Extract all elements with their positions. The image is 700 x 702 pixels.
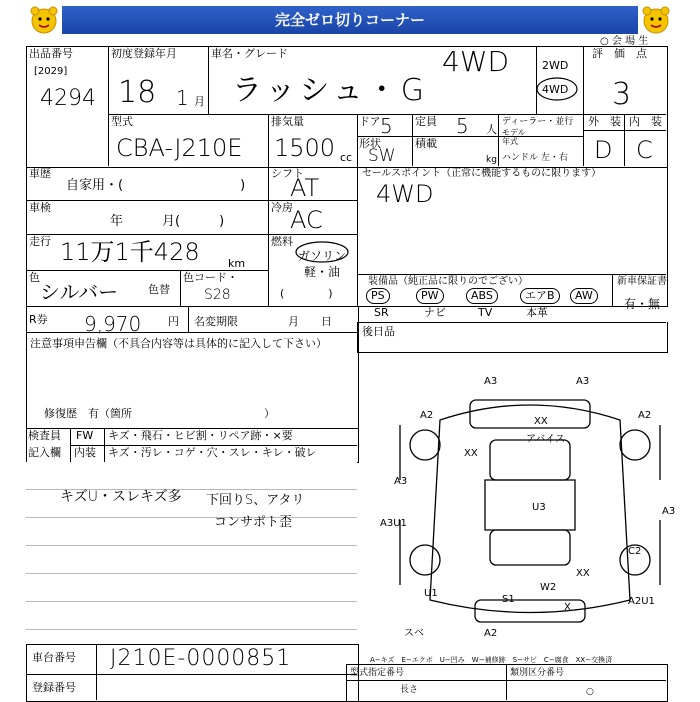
displacement-value: 1500 bbox=[274, 134, 336, 162]
capacity-value: 5 bbox=[456, 114, 469, 138]
chassis-label: 車台番号 bbox=[32, 651, 76, 664]
damage-mark: XX bbox=[576, 568, 590, 579]
equip-item: AW bbox=[570, 288, 598, 304]
damage-mark: W2 bbox=[540, 582, 557, 593]
model-name: ラッシュ・G bbox=[232, 73, 429, 108]
model-label: 車名・グレード bbox=[211, 47, 288, 60]
fuel-options: ガソリン 軽・油 bbox=[298, 249, 347, 279]
lot-label: 出品番号 bbox=[29, 47, 73, 60]
shape-label: 形状 bbox=[359, 137, 381, 150]
damage-mark: A2 bbox=[638, 410, 652, 421]
equip-item: TV bbox=[478, 306, 493, 319]
damage-mark: A3 bbox=[394, 476, 408, 487]
equip-item: ABS bbox=[466, 288, 498, 304]
type-cert-label: 型式指定番号 bbox=[350, 668, 405, 678]
capacity-unit: 人 bbox=[486, 123, 497, 136]
damage-mark: U1 bbox=[424, 588, 438, 599]
dealer-label: ディーラー・並行 bbox=[502, 117, 574, 127]
damage-mark: S1 bbox=[502, 594, 515, 605]
displacement-unit: cc bbox=[340, 151, 353, 164]
damage-mark: A2 bbox=[420, 410, 434, 421]
shaken-value: 年 月( ) bbox=[110, 214, 225, 229]
recycle-value: 9,970 bbox=[84, 312, 142, 336]
ext-label: 外 装 bbox=[588, 115, 621, 128]
recycle-unit: 円 bbox=[168, 315, 179, 328]
equip-item: 本革 bbox=[526, 306, 548, 319]
load-unit: kg bbox=[486, 155, 497, 165]
memo-line1: キズU・スレキズ多 bbox=[60, 489, 182, 505]
recycle-label: R券 bbox=[29, 313, 48, 326]
name-limit-label: 名変期限 bbox=[194, 315, 238, 328]
damage-mark: C2 bbox=[628, 546, 642, 557]
shift-label: シフト bbox=[271, 167, 304, 180]
lot-code: [2029] bbox=[34, 66, 68, 77]
fuel-paren: ( ) bbox=[280, 287, 333, 300]
equip-item: SR bbox=[374, 306, 389, 319]
mascot-left-icon bbox=[28, 4, 60, 36]
first-reg-month: 1 bbox=[176, 86, 189, 110]
banner-title: 完全ゼロ切りコーナー bbox=[274, 11, 425, 29]
equip-label: 装備品（純正品に限りのでござい） bbox=[368, 276, 528, 287]
doors-value: 5 bbox=[380, 114, 393, 138]
damage-mark: A2 bbox=[484, 628, 498, 639]
mileage-label: 走行 bbox=[29, 235, 51, 248]
equip-item: ナビ bbox=[424, 306, 446, 319]
shape-value: SW bbox=[368, 146, 396, 166]
equip-row2 bbox=[362, 306, 612, 322]
type-value: CBA-J210E bbox=[116, 134, 243, 162]
drive-opt-2wd: 2WD bbox=[542, 59, 569, 72]
mileage-value: 11万1千428 bbox=[60, 238, 200, 266]
mascot-right-icon bbox=[640, 4, 672, 36]
month-unit: 月 bbox=[194, 95, 205, 108]
shift-value: AT bbox=[290, 174, 320, 202]
banner bbox=[0, 0, 700, 38]
color-swap-label: 色替 bbox=[148, 283, 170, 296]
reg-extra: ○ bbox=[586, 687, 594, 697]
equip-item: エアB bbox=[520, 288, 560, 304]
score-value: 3 bbox=[612, 77, 632, 112]
damage-mark: A3 bbox=[484, 376, 498, 387]
writer-label: 記入欄 bbox=[28, 446, 61, 459]
capacity-label: 定員 bbox=[415, 115, 437, 128]
handle-label: ハンドル 左・右 bbox=[502, 153, 568, 163]
lot-number: 4294 bbox=[40, 86, 96, 111]
color-code-value: S28 bbox=[204, 287, 231, 303]
int-label: 内 装 bbox=[629, 115, 662, 128]
sales-point-label: セールスポイント（正常に機能するものに限ります） bbox=[362, 168, 602, 179]
displacement-label: 排気量 bbox=[271, 115, 304, 128]
rear-seat-box bbox=[357, 322, 668, 353]
damage-mark: U3 bbox=[532, 502, 546, 513]
first-reg-year: 18 bbox=[118, 75, 157, 110]
equip-row1 bbox=[362, 288, 612, 306]
fw-label: FW bbox=[76, 429, 94, 442]
damage-mark: A3 bbox=[576, 376, 590, 387]
load-label: 積載 bbox=[415, 137, 437, 150]
score-label: 評 価 点 bbox=[592, 47, 647, 60]
length-label: 長さ bbox=[400, 685, 419, 695]
color-label: 色 bbox=[29, 271, 40, 284]
fuel-label: 燃料 bbox=[271, 235, 293, 248]
reg-label: 登録番号 bbox=[32, 681, 76, 694]
class-label: 類別区分番号 bbox=[510, 668, 565, 678]
inspector-label: 検査員 bbox=[28, 429, 61, 442]
equip-item: PS bbox=[366, 288, 390, 304]
color-value: シルバー bbox=[40, 280, 119, 304]
warranty-value: 有・無 bbox=[624, 297, 661, 311]
warranty-label: 新車保証書 bbox=[617, 276, 667, 287]
int-score: C bbox=[636, 136, 653, 164]
ac-value: AC bbox=[290, 206, 323, 234]
first-reg-label: 初度登録年月 bbox=[111, 47, 177, 60]
damage-mark: A3 bbox=[662, 506, 676, 517]
int-items: キズ・汚レ・コゲ・穴・スレ・キレ・破レ bbox=[108, 446, 317, 459]
notes-label: 注意事項申告欄（不具合内容等は具体的に記入して下さい） bbox=[30, 337, 327, 350]
history-value: 自家用・( ) bbox=[66, 178, 246, 193]
history-label: 車歴 bbox=[29, 167, 51, 180]
damage-mark: スベ bbox=[404, 628, 424, 639]
type-label: 型式 bbox=[111, 115, 133, 128]
mileage-unit: km bbox=[228, 257, 246, 270]
color-code-label: 色コード・ bbox=[183, 271, 238, 284]
ext-score: D bbox=[594, 136, 613, 164]
diagram-legend: A−キズ E−エクボ U−凹み W−補修跡 S−サビ C−腐食 XX−交換済 bbox=[370, 656, 613, 664]
doors-label: ドア bbox=[359, 115, 381, 128]
top-right-mark: ○ 会 場 生 bbox=[600, 36, 649, 47]
repair-label: 修復歴 有（箇所 ） bbox=[44, 407, 275, 420]
damage-mark: X bbox=[564, 602, 571, 613]
damage-mark: アバイス bbox=[526, 434, 566, 445]
memo-line3: コンサポト歪 bbox=[214, 515, 293, 530]
sales-point-value: 4WD bbox=[376, 180, 434, 208]
drive-opt-4wd: 4WD bbox=[542, 83, 569, 96]
damage-mark: A2U1 bbox=[628, 596, 655, 607]
drive-note: 4WD bbox=[442, 45, 510, 78]
rear-seat-label: 後日品 bbox=[362, 325, 395, 338]
ac-label: 冷房 bbox=[271, 201, 293, 214]
fw-items: キズ・飛石・ヒビ割・リペア跡・×要 bbox=[108, 429, 293, 442]
equip-item: PW bbox=[416, 288, 444, 304]
chassis-value: J210E-0000851 bbox=[110, 646, 292, 671]
damage-mark: XX bbox=[534, 416, 548, 427]
int-label: 内装 bbox=[74, 446, 96, 459]
model-year-label: モデル 年式 bbox=[502, 128, 526, 146]
damage-mark: A3U1 bbox=[380, 518, 407, 529]
name-limit-value: 月 日 bbox=[288, 315, 332, 328]
memo-line2: 下回りS、アタリ bbox=[206, 493, 305, 508]
damage-mark: XX bbox=[464, 448, 478, 459]
shaken-label: 車検 bbox=[29, 201, 51, 214]
diagram-marks bbox=[380, 370, 676, 650]
